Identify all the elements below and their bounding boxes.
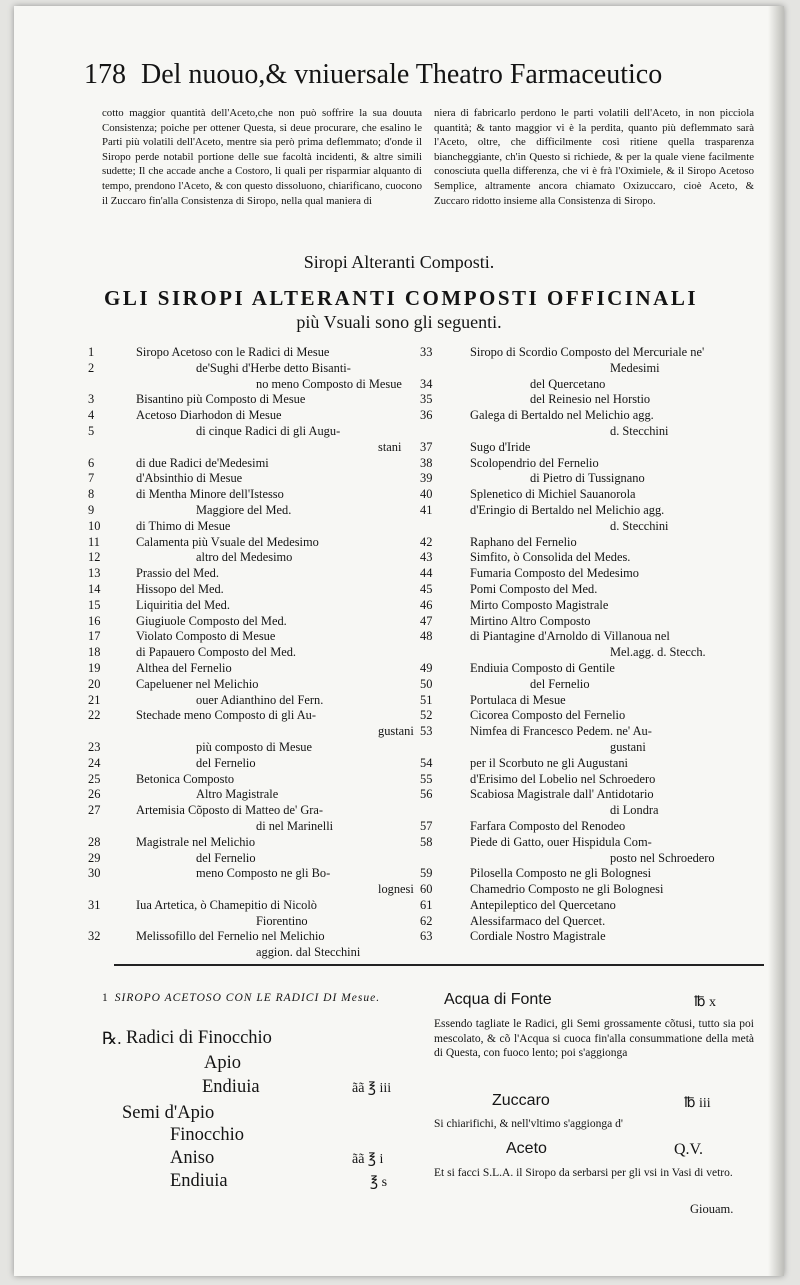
- list-item: [420, 866, 762, 882]
- list-item-number: 13: [88, 566, 101, 581]
- instruction-text: [434, 1166, 756, 1181]
- list-item-text: Cicorea Composto del Fernelio: [470, 708, 626, 723]
- list-item: [88, 345, 418, 361]
- list-item: [420, 693, 762, 709]
- list-item-number: 59: [420, 866, 433, 881]
- list-item-text: di Mentha Minore dell'Istesso: [136, 487, 284, 502]
- list-item: [420, 629, 762, 645]
- list-item: [420, 661, 762, 677]
- intro-text-right: niera di fabricarlo perdono le parti volatili dell'Aceto, in non picciola quantità; & tanto maggior vi è la perdita, quanto più deflemmato sarà l'Aceto, oltre, che difficilmente così ritiene quella trasparenza biancheggiante, ch'in Questo si richiede, & per la quale viene facilmente conosciuta quella differenza, che vi è frà l'Oximiele, & il Siropo Acetoso Semplice, altramente ancora chiamato Oxizuccaro, cioè Aceto, & Zuccaro ridotto insieme alla Consistenza di Siropo.: [434, 107, 754, 207]
- list-item: [88, 929, 418, 945]
- list-item: [88, 772, 418, 788]
- list-item-text: Calamenta più Vsuale del Medesimo: [136, 534, 319, 549]
- list-item: [420, 614, 762, 630]
- list-item-text: del Fernelio: [530, 676, 590, 691]
- list-item: [420, 772, 762, 788]
- list-item: [88, 787, 418, 803]
- running-title: Del nuouo,& vniuersale Theatro Farmaceutico: [141, 59, 663, 90]
- page-spine-shadow: [768, 6, 784, 1276]
- list-item: [88, 598, 418, 614]
- list-item-text: Acetoso Diarhodon di Mesue: [136, 408, 282, 423]
- sugar-amount: ℔ iii: [684, 1096, 711, 1111]
- list-item-number: 36: [420, 408, 433, 423]
- list-item-text: di Londra: [610, 803, 659, 818]
- page-header: [84, 58, 662, 92]
- recipe-number: 1: [102, 992, 109, 1004]
- list-item-number: 44: [420, 566, 433, 581]
- intro-text-left: cotto maggior quantità dell'Aceto,che non può soffrire la sua douuta Consistenza; poiche per ottener Questa, si deue procurare, che esalino le Parti più volatili dell'Aceto, mentre sia però prima deflemmato; d'onde il Siropo perde notabil portione delle sue facoltà incidenti, & altre simili sudette; Il che accade anche a Costoro, li quali per risparmiar alquanto di tempo, prendono l'Aceto, & con questo dissoluono, chiarificano, cuocono il Zuccaro fin'alla Consistenza di Siropo, nella qual maniera di: [102, 107, 422, 207]
- list-item-text: d. Stecchini: [610, 518, 669, 533]
- list-item-number: 23: [88, 739, 101, 754]
- list-item-text: Hissopo del Med.: [136, 581, 224, 596]
- water-ingredient: Acqua di Fonte: [444, 991, 552, 1008]
- list-item-text: Simfito, ò Consolida del Medes.: [470, 550, 631, 565]
- list-item: [88, 851, 418, 867]
- list-item-number: 16: [88, 613, 101, 628]
- list-item-number: 46: [420, 597, 433, 612]
- vinegar-amount: Q.V.: [674, 1141, 704, 1158]
- list-item: [420, 519, 762, 535]
- list-item-number: 35: [420, 392, 433, 407]
- list-item: [88, 724, 418, 740]
- list-item-number: 24: [88, 755, 101, 770]
- list-item-number: 60: [420, 882, 433, 897]
- list-item-number: 56: [420, 787, 433, 802]
- list-item: [88, 377, 418, 393]
- list-item-text: Artemisia Cõposto di Matteo de' Gra-: [136, 803, 324, 818]
- list-item-text: d'Eringio di Bertaldo nel Melichio agg.: [470, 502, 665, 517]
- list-item: [420, 708, 762, 724]
- list-item: [88, 882, 418, 898]
- intro-column-left: [102, 106, 422, 208]
- list-item-number: 54: [420, 755, 433, 770]
- list-item-text: Medesimi: [610, 360, 660, 375]
- list-item: [420, 345, 762, 361]
- list-item-text: Siropo Acetoso con le Radici di Mesue: [136, 345, 330, 359]
- list-item-number: 50: [420, 676, 433, 691]
- list-item: [88, 456, 418, 472]
- list-item: [88, 424, 418, 440]
- list-item-number: 40: [420, 487, 433, 502]
- list-item-text: Bisantino più Composto di Mesue: [136, 392, 306, 407]
- list-item-number: 27: [88, 803, 101, 818]
- list-item-text: Alessifarmaco del Quercet.: [470, 913, 606, 928]
- list-item-text: Splenetico di Michiel Sauanorola: [470, 487, 636, 502]
- list-item-number: 14: [88, 581, 101, 596]
- list-item-text: aggion. dal Stecchini: [256, 945, 361, 960]
- instruction-2: Si chiarifichi, & nell'vltimo s'aggionga d': [434, 1118, 623, 1130]
- list-item-text: Mel.agg. d. Stecch.: [610, 645, 706, 660]
- list-item: [88, 503, 418, 519]
- list-item-text: d'Erisimo del Lobelio nel Schroedero: [470, 771, 656, 786]
- list-item-number: 61: [420, 897, 433, 912]
- list-item: [88, 629, 418, 645]
- list-item: [88, 566, 418, 582]
- list-item-number: 41: [420, 502, 433, 517]
- list-item-number: 1: [88, 345, 95, 359]
- list-item-text: Piede di Gatto, ouer Hispidula Com-: [470, 834, 652, 849]
- list-item-text: de'Sughi d'Herbe detto Bisanti-: [196, 360, 351, 375]
- list-item-text: Prassio del Med.: [136, 566, 219, 581]
- ingredient-amount: ãã ℥ iii: [352, 1081, 392, 1096]
- list-item-text: Mirto Composto Magistrale: [470, 597, 609, 612]
- list-item-number: 34: [420, 376, 433, 391]
- list-item: [88, 677, 418, 693]
- list-item-number: 11: [88, 534, 100, 549]
- list-item: [420, 898, 762, 914]
- list-item: [88, 392, 418, 408]
- list-item-text: Cordiale Nostro Magistrale: [470, 929, 606, 944]
- list-item: [88, 819, 418, 835]
- list-item-number: 51: [420, 692, 433, 707]
- list-item: [88, 471, 418, 487]
- list-item-number: 19: [88, 660, 101, 675]
- list-item-number: 53: [420, 724, 433, 739]
- list-item: [420, 914, 762, 930]
- list-item: [88, 661, 418, 677]
- list-item-text: Liquiritia del Med.: [136, 597, 230, 612]
- list-item-number: 31: [88, 897, 101, 912]
- list-item-number: 28: [88, 834, 101, 849]
- list-item: [420, 677, 762, 693]
- list-item: [88, 866, 418, 882]
- list-item-text: Maggiore del Med.: [196, 502, 292, 517]
- list-item-text: Farfara Composto del Renodeo: [470, 818, 626, 833]
- list-item-text: Fiorentino: [256, 913, 308, 928]
- ingredient-amount: ãã ℥ i: [352, 1152, 384, 1167]
- list-item: [420, 392, 762, 408]
- ingredient-name: Endiuia: [202, 1077, 260, 1097]
- list-item: [420, 740, 762, 756]
- list-item-number: 4: [88, 408, 95, 423]
- list-item-number: 18: [88, 645, 101, 660]
- list-item-number: 57: [420, 818, 433, 833]
- list-item-text: altro del Medesimo: [196, 550, 293, 565]
- signature: Giouam.: [690, 1202, 734, 1216]
- recipe-title: [102, 990, 422, 1006]
- list-item-text: Betonica Composto: [136, 771, 235, 786]
- list-item-text: gustani: [610, 739, 646, 754]
- list-item: [88, 487, 418, 503]
- list-item: [420, 456, 762, 472]
- water-amount: ℔ x: [694, 995, 716, 1010]
- list-item: [420, 487, 762, 503]
- list-item: [88, 582, 418, 598]
- list-item-text: Pomi Composto del Med.: [470, 581, 598, 596]
- list-item: [88, 945, 418, 961]
- list-item-number: 43: [420, 550, 433, 565]
- list-item: [420, 471, 762, 487]
- list-item-text: Giugiuole Composto del Med.: [136, 613, 287, 628]
- book-page: [14, 6, 784, 1276]
- list-item: [420, 503, 762, 519]
- list-item-text: gustani: [378, 724, 414, 739]
- list-item-text: per il Scorbuto ne gli Augustani: [470, 755, 628, 770]
- list-item-number: 42: [420, 534, 433, 549]
- list-item-text: Violato Composto di Mesue: [136, 629, 276, 644]
- list-item-number: 15: [88, 597, 101, 612]
- list-item-text: Sugo d'Iride: [470, 439, 531, 454]
- list-item-text: meno Composto ne gli Bo-: [196, 866, 331, 881]
- list-item: [88, 898, 418, 914]
- list-item-number: 5: [88, 423, 95, 438]
- list-item-text: Raphano del Fernelio: [470, 534, 577, 549]
- recipe-rx-symbol: ℞.: [102, 1029, 122, 1048]
- list-item-text: di Pietro di Tussignano: [530, 471, 645, 486]
- list-item-text: Nimfea di Francesco Pedem. ne' Au-: [470, 724, 652, 739]
- list-item-text: Stechade meno Composto di gli Au-: [136, 708, 316, 723]
- list-item-number: 20: [88, 676, 101, 691]
- list-item: [420, 550, 762, 566]
- syrup-list-left: [88, 345, 418, 961]
- list-item-number: 22: [88, 708, 101, 723]
- instruction-text: [434, 1017, 754, 1061]
- list-item-text: Iua Artetica, ò Chamepitio di Nicolò: [136, 897, 317, 912]
- list-item-text: Scolopendrio del Fernelio: [470, 455, 599, 470]
- list-item: [420, 377, 762, 393]
- list-item: [420, 645, 762, 661]
- list-item-text: Siropo di Scordio Composto del Mercuriale ne': [470, 345, 705, 359]
- list-item-text: Chamedrio Composto ne gli Bolognesi: [470, 882, 664, 897]
- list-item-number: 33: [420, 345, 433, 359]
- list-item-text: Mirtino Altro Composto: [470, 613, 591, 628]
- list-item-text: no meno Composto di Mesue: [256, 376, 402, 391]
- list-item-text: posto nel Schroedero: [610, 850, 715, 865]
- sugar-ingredient: Zuccaro: [492, 1092, 550, 1109]
- list-item: [420, 582, 762, 598]
- list-item-text: Endiuia Composto di Gentile: [470, 660, 615, 675]
- main-title: GLI SIROPI ALTERANTI COMPOSTI OFFICINALI: [104, 286, 698, 310]
- list-item-text: ouer Adianthino del Fern.: [196, 692, 324, 707]
- list-item-number: 58: [420, 834, 433, 849]
- list-item-number: 3: [88, 392, 95, 407]
- list-item-number: 47: [420, 613, 433, 628]
- list-item: [88, 440, 418, 456]
- list-item-text: d'Absinthio di Mesue: [136, 471, 243, 486]
- list-item-number: 12: [88, 550, 101, 565]
- list-item-text: Altro Magistrale: [196, 787, 279, 802]
- list-item-text: del Reinesio nel Horstio: [530, 392, 651, 407]
- list-item: [88, 614, 418, 630]
- list-item: [88, 756, 418, 772]
- list-item: [420, 361, 762, 377]
- list-item: [88, 645, 418, 661]
- intro-column-right: [434, 106, 754, 208]
- list-item: [420, 787, 762, 803]
- syrup-list-right: [420, 345, 762, 945]
- list-item-text: Portulaca di Mesue: [470, 692, 566, 707]
- list-item-number: 38: [420, 455, 433, 470]
- list-item-number: 37: [420, 439, 433, 454]
- list-item: [420, 819, 762, 835]
- list-item: [420, 851, 762, 867]
- list-item-number: 55: [420, 771, 433, 786]
- list-item-text: più composto di Mesue: [196, 739, 312, 754]
- list-item-number: 26: [88, 787, 101, 802]
- list-item-number: 6: [88, 455, 95, 470]
- list-item-number: 29: [88, 850, 101, 865]
- list-item-number: 9: [88, 502, 95, 517]
- list-item: [420, 424, 762, 440]
- list-item: [88, 361, 418, 377]
- list-item: [420, 882, 762, 898]
- list-item-text: Scabiosa Magistrale dall' Antidotario: [470, 787, 654, 802]
- instruction-3: Et si facci S.L.A. il Siropo da serbarsi per gli vsi in Vasi di vetro.: [434, 1167, 733, 1179]
- instruction-1: Essendo tagliate le Radici, gli Semi grossamente cõtusi, tutto sia poi mescolato, & cõ l'Acqua si cuoca fin'alla consummatione della metà di Questa, con fuoco lento; poi s'aggionga: [434, 1018, 754, 1059]
- list-item-text: di nel Marinelli: [256, 818, 334, 833]
- list-item-text: Althea del Fernelio: [136, 660, 232, 675]
- ingredient-name: Radici di Finocchio: [126, 1028, 272, 1048]
- list-item: [420, 929, 762, 945]
- ingredient-name: Apio: [204, 1053, 241, 1073]
- page-number: 178: [84, 59, 126, 90]
- list-item: [420, 566, 762, 582]
- list-item: [420, 724, 762, 740]
- list-item: [88, 408, 418, 424]
- list-item-number: 7: [88, 471, 95, 486]
- ingredient-name: Endiuia: [170, 1171, 228, 1191]
- list-item: [88, 835, 418, 851]
- list-item-text: lognesi: [378, 882, 414, 897]
- list-item: [88, 693, 418, 709]
- list-item-text: del Fernelio: [196, 755, 256, 770]
- ingredient-name: Semi d'Apio: [122, 1103, 215, 1123]
- list-item-text: Fumaria Composto del Medesimo: [470, 566, 639, 581]
- list-item-number: 32: [88, 929, 101, 944]
- list-item-text: Antepileptico del Quercetano: [470, 897, 616, 912]
- ingredient-name: Finocchio: [170, 1125, 244, 1145]
- section-title: Siropi Alteranti Composti.: [303, 252, 495, 272]
- list-item: [88, 535, 418, 551]
- list-item-text: di cinque Radici di gli Augu-: [196, 423, 341, 438]
- list-item-number: 8: [88, 487, 95, 502]
- list-item: [88, 914, 418, 930]
- list-item-number: 49: [420, 660, 433, 675]
- list-item-text: del Fernelio: [196, 850, 256, 865]
- list-item-number: 48: [420, 629, 433, 644]
- list-item: [88, 740, 418, 756]
- list-item: [88, 519, 418, 535]
- list-item-number: 17: [88, 629, 101, 644]
- list-item-number: 10: [88, 518, 101, 533]
- list-item: [420, 803, 762, 819]
- list-item: [420, 598, 762, 614]
- list-item-text: di Papauero Composto del Med.: [136, 645, 297, 660]
- list-item-number: 25: [88, 771, 101, 786]
- list-item-text: stani: [378, 439, 402, 454]
- list-item-number: 21: [88, 692, 101, 707]
- instruction-text: [434, 1117, 754, 1132]
- list-item: [88, 803, 418, 819]
- ingredient-name: Aniso: [170, 1148, 215, 1168]
- list-item-number: 45: [420, 581, 433, 596]
- list-item: [88, 708, 418, 724]
- sub-title: più Vsuali sono gli seguenti.: [296, 312, 502, 332]
- list-item-number: 2: [88, 360, 95, 375]
- list-item-text: del Quercetano: [530, 376, 606, 391]
- list-item-text: Capeluener nel Melichio: [136, 676, 259, 691]
- list-item: [420, 535, 762, 551]
- list-item-text: d. Stecchini: [610, 423, 669, 438]
- list-item: [420, 440, 762, 456]
- list-item-number: 39: [420, 471, 433, 486]
- divider-rule: [114, 964, 764, 966]
- list-item-number: 63: [420, 929, 433, 944]
- list-item-text: Galega di Bertaldo nel Melichio agg.: [470, 408, 654, 423]
- vinegar-ingredient: Aceto: [506, 1140, 547, 1157]
- list-item-text: Pilosella Composto ne gli Bolognesi: [470, 866, 652, 881]
- list-item: [420, 835, 762, 851]
- list-item: [420, 756, 762, 772]
- list-item: [420, 408, 762, 424]
- ingredient-amount: ℥ s: [370, 1175, 388, 1190]
- list-item-text: di Thimo di Mesue: [136, 518, 231, 533]
- list-item-text: di Piantagine d'Arnoldo di Villanoua nel: [470, 629, 670, 644]
- recipe-title-text: SIROPO ACETOSO CON LE RADICI DI Mesue.: [114, 992, 381, 1004]
- list-item: [88, 550, 418, 566]
- list-item-text: Magistrale nel Melichio: [136, 834, 256, 849]
- list-item-number: 62: [420, 913, 433, 928]
- list-item-number: 30: [88, 866, 101, 881]
- list-item-text: Melissofillo del Fernelio nel Melichio: [136, 929, 325, 944]
- list-item-text: di due Radici de'Medesimi: [136, 455, 269, 470]
- list-item-number: 52: [420, 708, 433, 723]
